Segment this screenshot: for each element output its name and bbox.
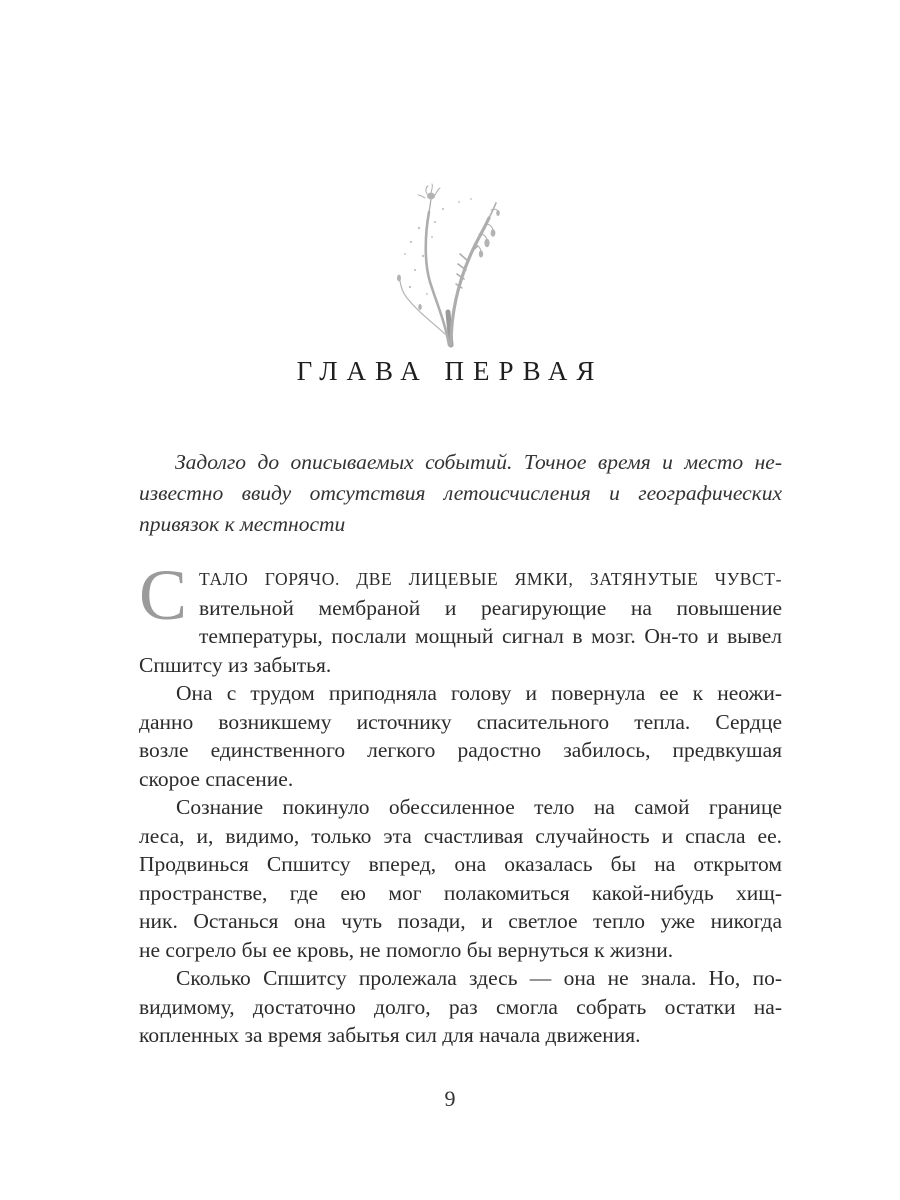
epigraph-line: привязок к местности xyxy=(139,512,346,536)
text-line: вительной мембраной и реагирующие на повышение xyxy=(199,595,782,620)
text-line: не согрело бы ее кровь, не помогло бы вернуться к жизни. xyxy=(139,937,674,962)
epigraph xyxy=(139,447,782,540)
epigraph-line: Задолго до описываемых событий. Точное время и место не- xyxy=(175,450,782,474)
text-line: данно возникшему источнику спасительного тепла. Сердце xyxy=(139,709,782,734)
text-line: температуры, послали мощный сигнал в мозг. Он-то и вывел xyxy=(199,624,782,648)
drop-cap: С xyxy=(139,555,188,635)
text-line: Сколько Спшитсу пролежала здесь — она не знала. Но, по- xyxy=(176,966,782,990)
paragraph xyxy=(139,679,782,793)
text-line: ник. Останься она чуть позади, и светлое тепло уже никогда xyxy=(139,909,782,933)
paragraph xyxy=(139,964,782,1050)
text-line: Продвинься Спшитсу вперед, она оказалась бы на открытом xyxy=(139,852,782,876)
text-line: видимому, достаточно долго, раз смогла собрать остатки на- xyxy=(139,994,782,1019)
chapter-ornament xyxy=(0,182,900,353)
plant-sprig-icon xyxy=(375,182,525,348)
text-line: Спшитсу из забытья. xyxy=(139,652,332,677)
paragraph xyxy=(139,555,782,679)
body-text xyxy=(139,555,782,1050)
chapter-title: ГЛАВА ПЕРВАЯ xyxy=(296,356,604,386)
text-line: Она с трудом приподняла голову и повернула ее к неожи- xyxy=(176,681,782,705)
text-line: скорое спасение. xyxy=(139,766,294,791)
text-line: копленных за время забытья сил для начала движения. xyxy=(139,1023,641,1047)
paragraph xyxy=(139,793,782,964)
text-line: леса, и, видимо, только эта счастливая случайность и спасла ее. xyxy=(139,823,782,848)
epigraph-line: известно ввиду отсутствия летоисчисления и географических xyxy=(139,481,782,505)
text-line: возле единственного легкого радостно забилось, предвкушая xyxy=(139,738,782,762)
text-line: ТАЛО ГОРЯЧО. ДВЕ ЛИЦЕВЫЕ ЯМКИ, ЗАТЯНУТЫЕ ЧУВСТ- xyxy=(199,569,782,589)
text-line: пространстве, где ею мог полакомиться какой-нибудь хищ- xyxy=(139,880,782,905)
text-line: Сознание покинуло обессиленное тело на самой границе xyxy=(176,795,782,819)
page-number: 9 xyxy=(444,1086,456,1111)
